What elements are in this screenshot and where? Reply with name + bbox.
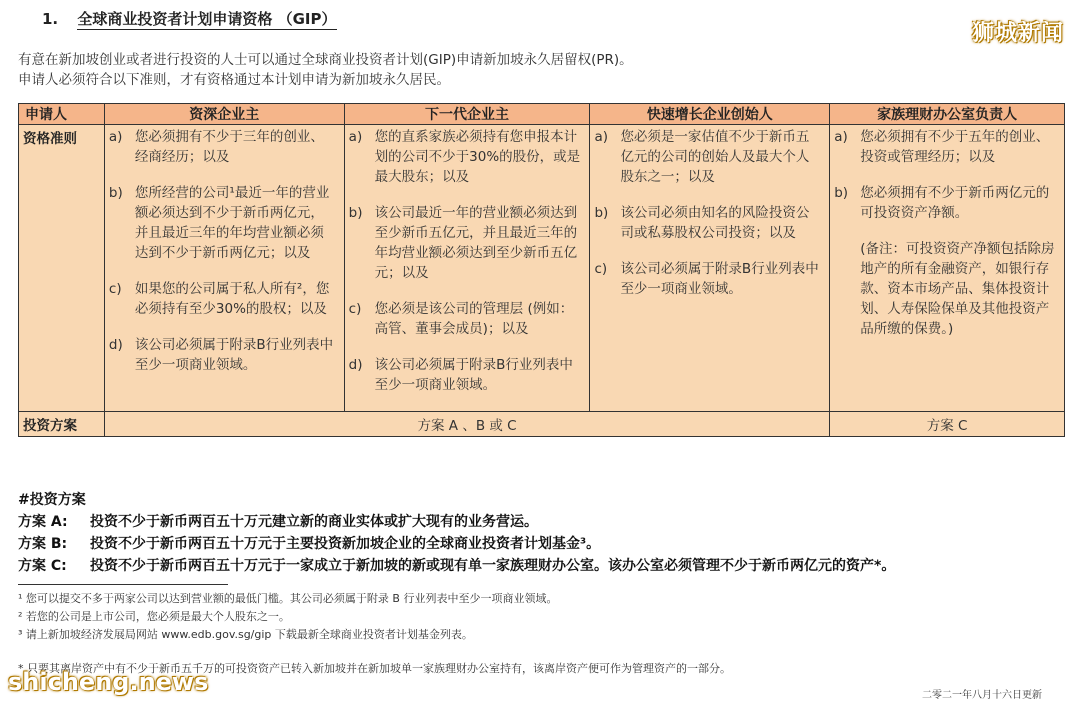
watermark-top: 狮城新闻 bbox=[971, 21, 1064, 46]
intro-line: 申请人必须符合以下准则，才有资格通过本计划申请为新加坡永久居民。 bbox=[18, 72, 450, 88]
intro-line: 有意在新加坡创业或者进行投资的人士可以通过全球商业投资者计划(GIP)申请新加坡永久居留权(PR)。 bbox=[18, 52, 633, 68]
footnotes bbox=[18, 590, 557, 644]
list-item: c) 您必须是该公司的管理层 (例如：高管、董事会成员)；以及 bbox=[348, 301, 574, 337]
plan-text: 投资不少于新币两百五十万元于一家成立于新加坡的新或现有单一家族理财办公室。该办公室必须管理不少于新币两亿元的资产*。 bbox=[90, 558, 896, 574]
footnote-divider bbox=[18, 584, 228, 585]
plan-row bbox=[18, 533, 895, 555]
investment-plans bbox=[18, 489, 895, 577]
header-fast-growth-founder: 快速增长企业创始人 bbox=[590, 104, 830, 125]
plans-title: #投资方案 bbox=[18, 492, 86, 508]
header-applicant: 申请人 bbox=[19, 104, 105, 125]
criteria-fast-growth-founder bbox=[590, 125, 830, 412]
list-item: d) 该公司必须属于附录B行业列表中至少一项商业领域。 bbox=[348, 357, 573, 393]
list-item: a) 您的直系家族必须持有您申报本计划的公司不少于30%的股份，或是最大股东；以及 bbox=[348, 129, 581, 185]
footnote: ³ 请上新加坡经济发展局网站 www.edb.gov.sg/gip 下载最新全球商业投资者计划基金列表。 bbox=[18, 628, 473, 641]
header-next-gen-owner: 下一代企业主 bbox=[344, 104, 590, 125]
list-item: c) 该公司必须属于附录B行业列表中至少一项商业领域。 bbox=[594, 261, 819, 297]
section-title: 全球商业投资者计划申请资格 （GIP） bbox=[77, 10, 337, 28]
watermark-bottom: shicheng.news bbox=[8, 668, 209, 696]
list-item: b) 您必须拥有不少于新币两亿元的可投资资产净额。 bbox=[834, 185, 1050, 221]
plan-label: 方案 C: bbox=[18, 558, 67, 574]
row-label-criteria: 资格准则 bbox=[19, 125, 105, 412]
list-item: a) 您必须是一家估值不少于新币五亿元的公司的创始人及最大个人股东之一；以及 bbox=[594, 129, 810, 185]
plan-text: 投资不少于新币两百五十万元建立新的商业实体或扩大现有的业务营运。 bbox=[90, 514, 538, 530]
criteria-family-office bbox=[830, 125, 1065, 412]
plan-label: 方案 B: bbox=[18, 536, 68, 552]
plan-row bbox=[18, 555, 895, 577]
list-item: b) 您所经营的公司¹最近一年的营业额必须达到不少于新币两亿元，并且最近三年的年均营业额必须达到不少于新币两亿元；以及 bbox=[108, 185, 330, 261]
row-label-plan: 投资方案 bbox=[19, 412, 105, 437]
footnote: ² 若您的公司是上市公司，您必须是最大个人股东之一。 bbox=[18, 610, 290, 623]
list-item: a) 您必须拥有不少于三年的创业、经商经历；以及 bbox=[108, 129, 324, 165]
criteria-established-owner bbox=[104, 125, 344, 412]
header-established-owner: 资深企业主 bbox=[104, 104, 344, 125]
criteria-next-gen-owner bbox=[344, 125, 590, 412]
section-heading bbox=[42, 8, 337, 29]
update-date: 二零二一年八月十六日更新 bbox=[922, 690, 1042, 701]
list-item: b) 该公司最近一年的营业额必须达到至少新币五亿元，并且最近三年的年均营业额必须达到至少新币五亿元；以及 bbox=[348, 205, 578, 281]
intro-text bbox=[18, 50, 633, 90]
header-family-office: 家族理财办公室负责人 bbox=[830, 104, 1065, 125]
plan-text: 投资不少于新币两百五十万元于主要投资新加坡企业的全球商业投资者计划基金³。 bbox=[90, 536, 601, 552]
footnote: ¹ 您可以提交不多于两家公司以达到营业额的最低门槛。其公司必须属于附录 B 行业列表中至少一项商业领域。 bbox=[18, 592, 558, 605]
plan-abc-cell: 方案 A 、B 或 C bbox=[104, 412, 829, 437]
section-number: 1. bbox=[42, 10, 59, 28]
plan-c-cell: 方案 C bbox=[830, 412, 1065, 437]
list-item: a) 您必须拥有不少于五年的创业、投资或管理经历；以及 bbox=[834, 129, 1050, 165]
asset-note: (备注：可投资资产净额包括除房地产的所有金融资产，如银行存款、资本市场产品、集体投资计划、人寿保险保单及其他投资产品所缴的保费。) bbox=[860, 241, 1055, 337]
eligibility-table bbox=[18, 103, 1065, 437]
footnote-star: * 只要其离岸资产中有不少于新币五千万的可投资资产已转入新加坡并在新加坡单一家族理财办公室持有，该离岸资产便可作为管理资产的一部分。 bbox=[18, 662, 731, 675]
list-item: d) 该公司必须属于附录B行业列表中至少一项商业领域。 bbox=[108, 337, 334, 373]
plan-label: 方案 A: bbox=[18, 514, 68, 530]
list-item: c) 如果您的公司属于私人所有²，您必须持有至少30%的股权；以及 bbox=[108, 281, 330, 317]
list-item: b) 该公司必须由知名的风险投资公司或私募股权公司投资；以及 bbox=[594, 205, 810, 241]
plan-row bbox=[18, 511, 895, 533]
